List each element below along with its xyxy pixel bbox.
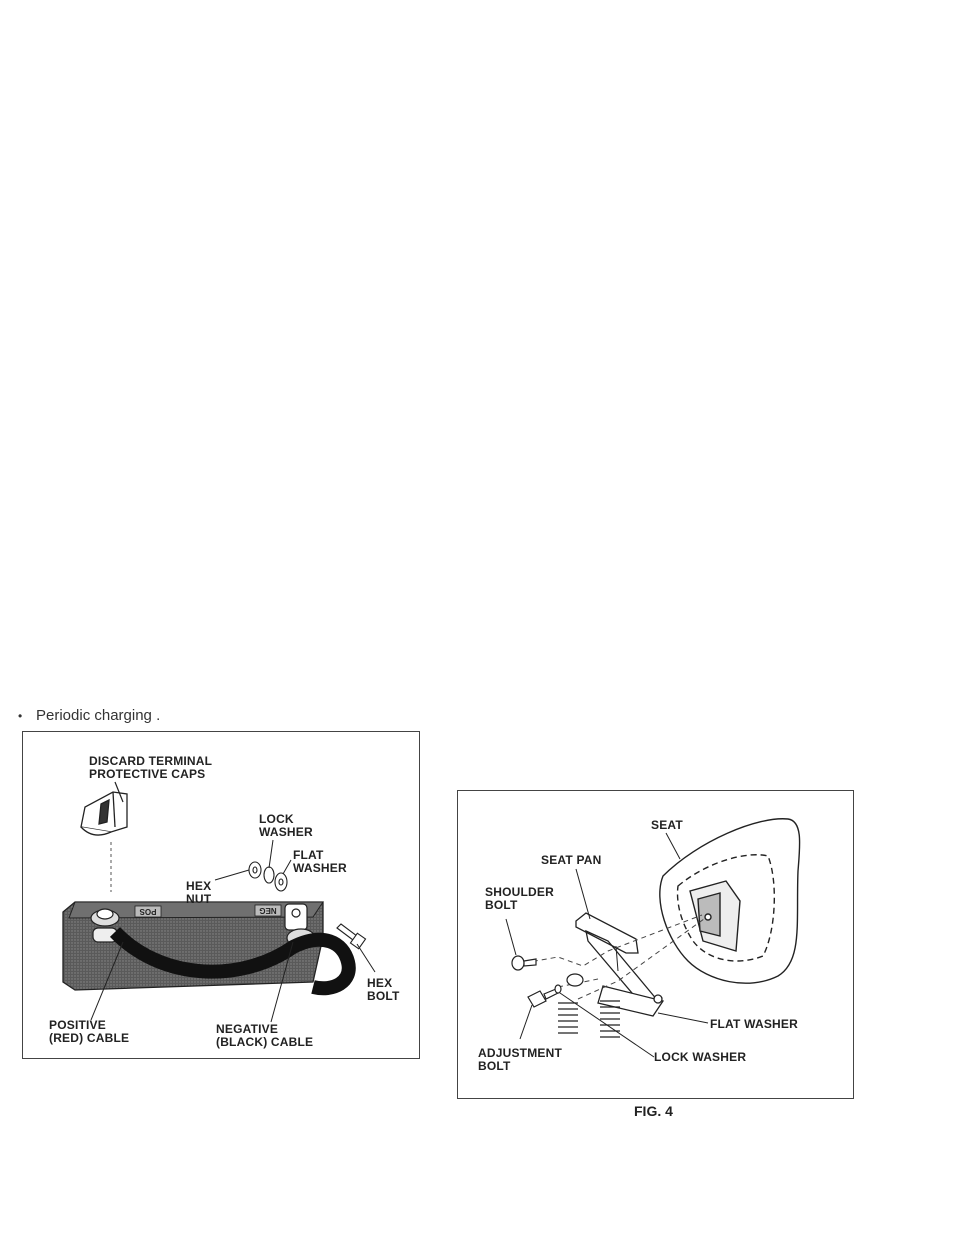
bullet-text: Periodic charging . [36,707,161,724]
lock-washer-label: LOCK WASHER [259,812,313,839]
battery-figure [22,731,420,1059]
seat-label: SEAT [651,818,683,832]
negative-cable-label: NEGATIVE (BLACK) CABLE [216,1022,314,1049]
figure-caption: FIG. 4 [634,1103,673,1119]
lock-washer [555,985,561,993]
hex-bolt-label: HEX BOLT [367,976,400,1003]
adjustment-bolt [528,989,558,1007]
seat-pan-label: SEAT PAN [541,853,602,867]
lock-washer [264,867,274,883]
shoulder-bolt-label: SHOULDER BOLT [485,885,554,912]
springs [558,1001,620,1037]
flat-washer-label: FLAT WASHER [293,848,347,875]
bullet-symbol: • [18,709,23,723]
protective-cap [81,792,127,835]
shoulder-bolt [512,956,536,970]
seat-figure [457,790,854,1099]
hex-nut [249,862,261,878]
neg-terminal-label: NEG [259,906,277,915]
flat-washer [567,974,583,986]
flat-washer [275,873,287,891]
positive-cable-label: POSITIVE (RED) CABLE [49,1018,130,1045]
bullet-item [18,707,160,724]
battery-illustration [23,732,419,1058]
hex-nut-label: HEX NUT [186,879,212,906]
lock-washer-label: LOCK WASHER [654,1050,747,1064]
pos-terminal-label: POS [139,907,157,916]
flat-washer-label: FLAT WASHER [710,1017,798,1031]
seat [660,819,800,983]
adjustment-bolt-label: ADJUSTMENT BOLT [478,1046,563,1073]
caps-label: DISCARD TERMINAL PROTECTIVE CAPS [89,754,213,781]
